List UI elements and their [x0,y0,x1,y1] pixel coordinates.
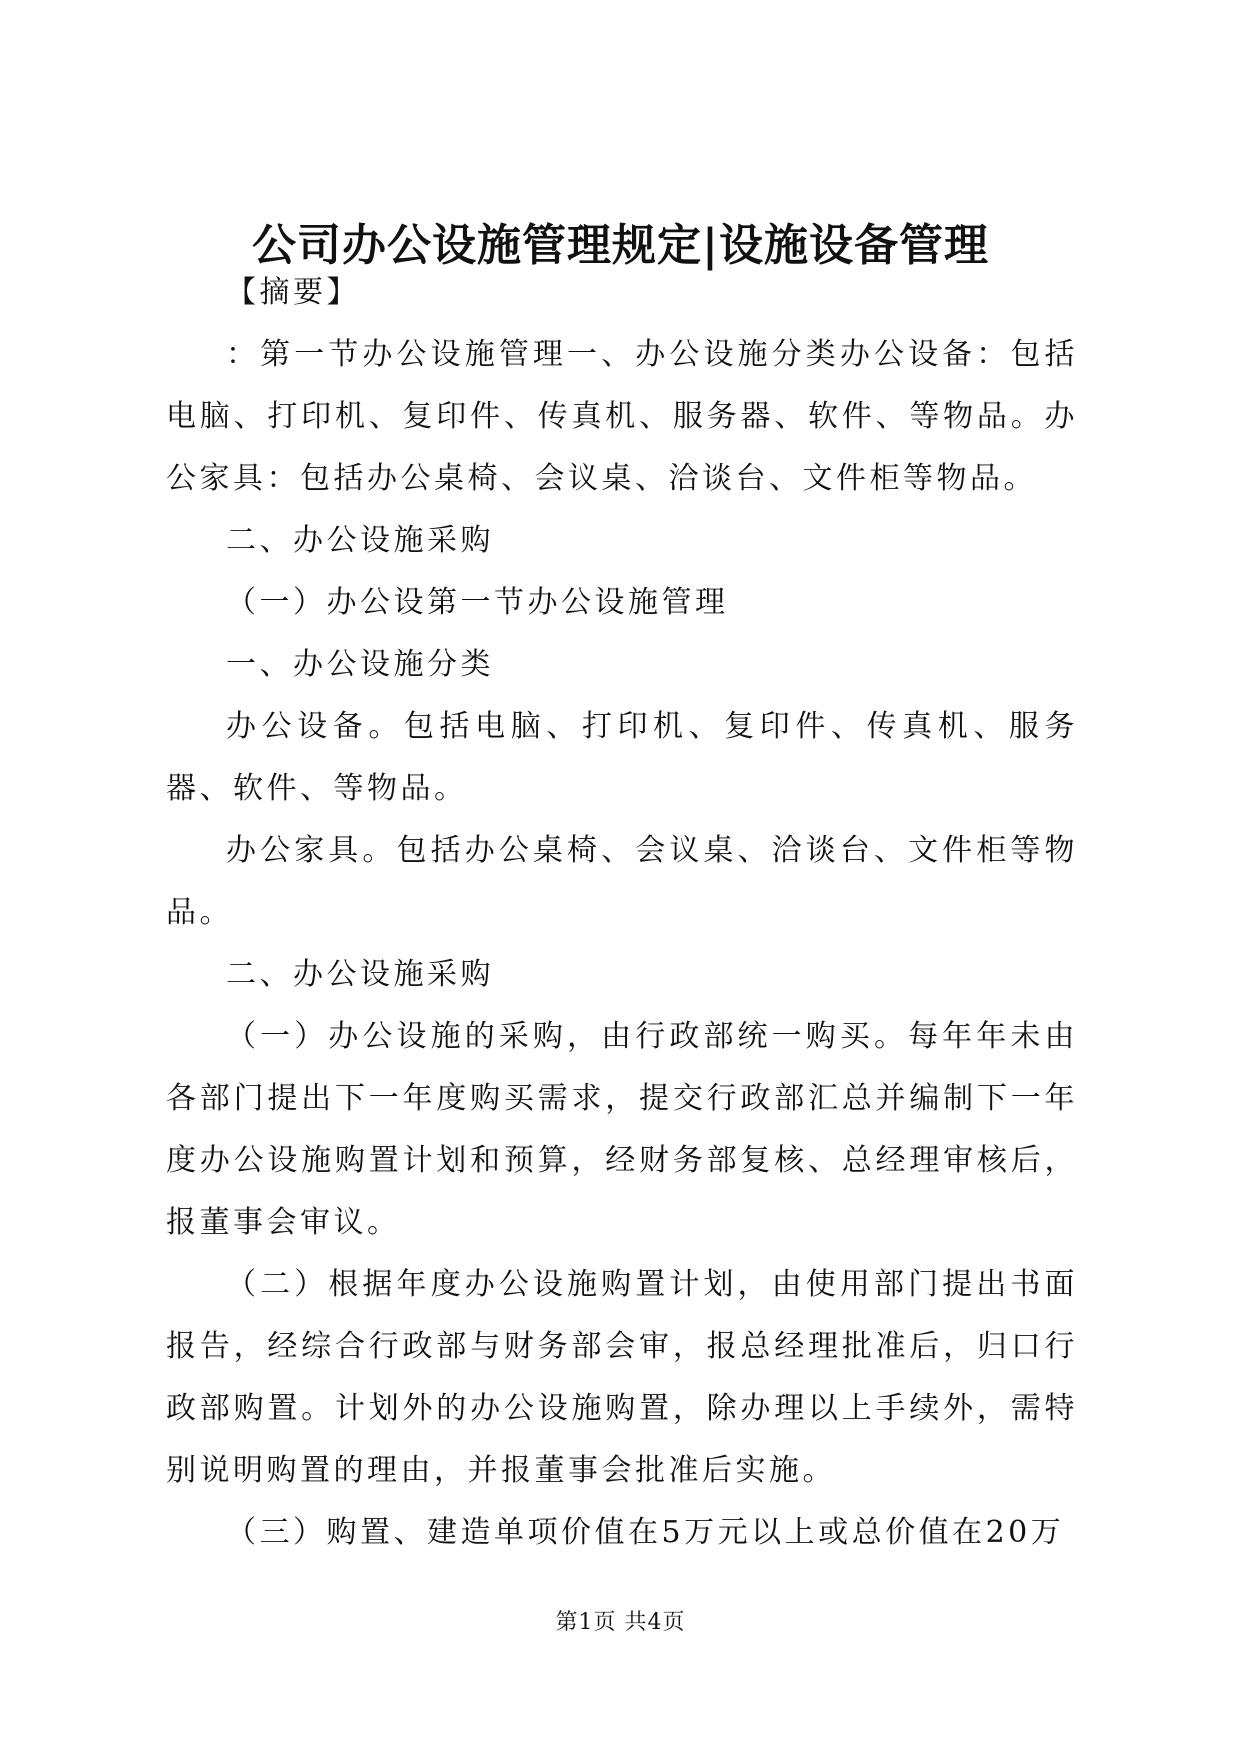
abstract-label: 【摘要】 [226,275,360,310]
paragraph: （二）根据年度办公设施购置计划，由使用部门提出书面报告，经综合行政部与财务部会审，报总经理批准后，归口行政部购置。计划外的办公设施购置，除办理以上手续外，需特别说明购置的理由，并报董事会批准后实施。 [166,1267,1078,1488]
sub-heading: （一）办公设第一节办公设施管理 [226,585,729,620]
paragraph: ：第一节办公设施管理一、办公设施分类办公设备：包括电脑、打印机、复印件、传真机、服务器、软件、等物品。办公家具：包括办公桌椅、会议桌、洽谈台、文件柜等物品。 [166,337,1078,496]
section-heading: 二、办公设施采购 [226,523,494,558]
section-heading: 一、办公设施分类 [226,647,494,682]
document-title: 公司办公设施管理规定|设施设备管理 [251,220,989,271]
paragraph: （一）办公设施的采购，由行政部统一购买。每年年未由各部门提出下一年度购买需求，提交行政部汇总并编制下一年度办公设施购置计划和预算，经财务部复核、总经理审核后，报董事会审议。 [166,1019,1078,1240]
document-body [166,262,1078,1564]
paragraph: （三）购置、建造单项价值在5万元以上或总价值在20万 [226,1515,1065,1550]
paragraph: 办公家具。包括办公桌椅、会议桌、洽谈台、文件柜等物品。 [166,833,1078,930]
section-heading: 二、办公设施采购 [226,957,494,992]
paragraph: 办公设备。包括电脑、打印机、复印件、传真机、服务器、软件、等物品。 [166,709,1078,806]
page-number-footer: 第1页 共4页 [555,1610,686,1635]
